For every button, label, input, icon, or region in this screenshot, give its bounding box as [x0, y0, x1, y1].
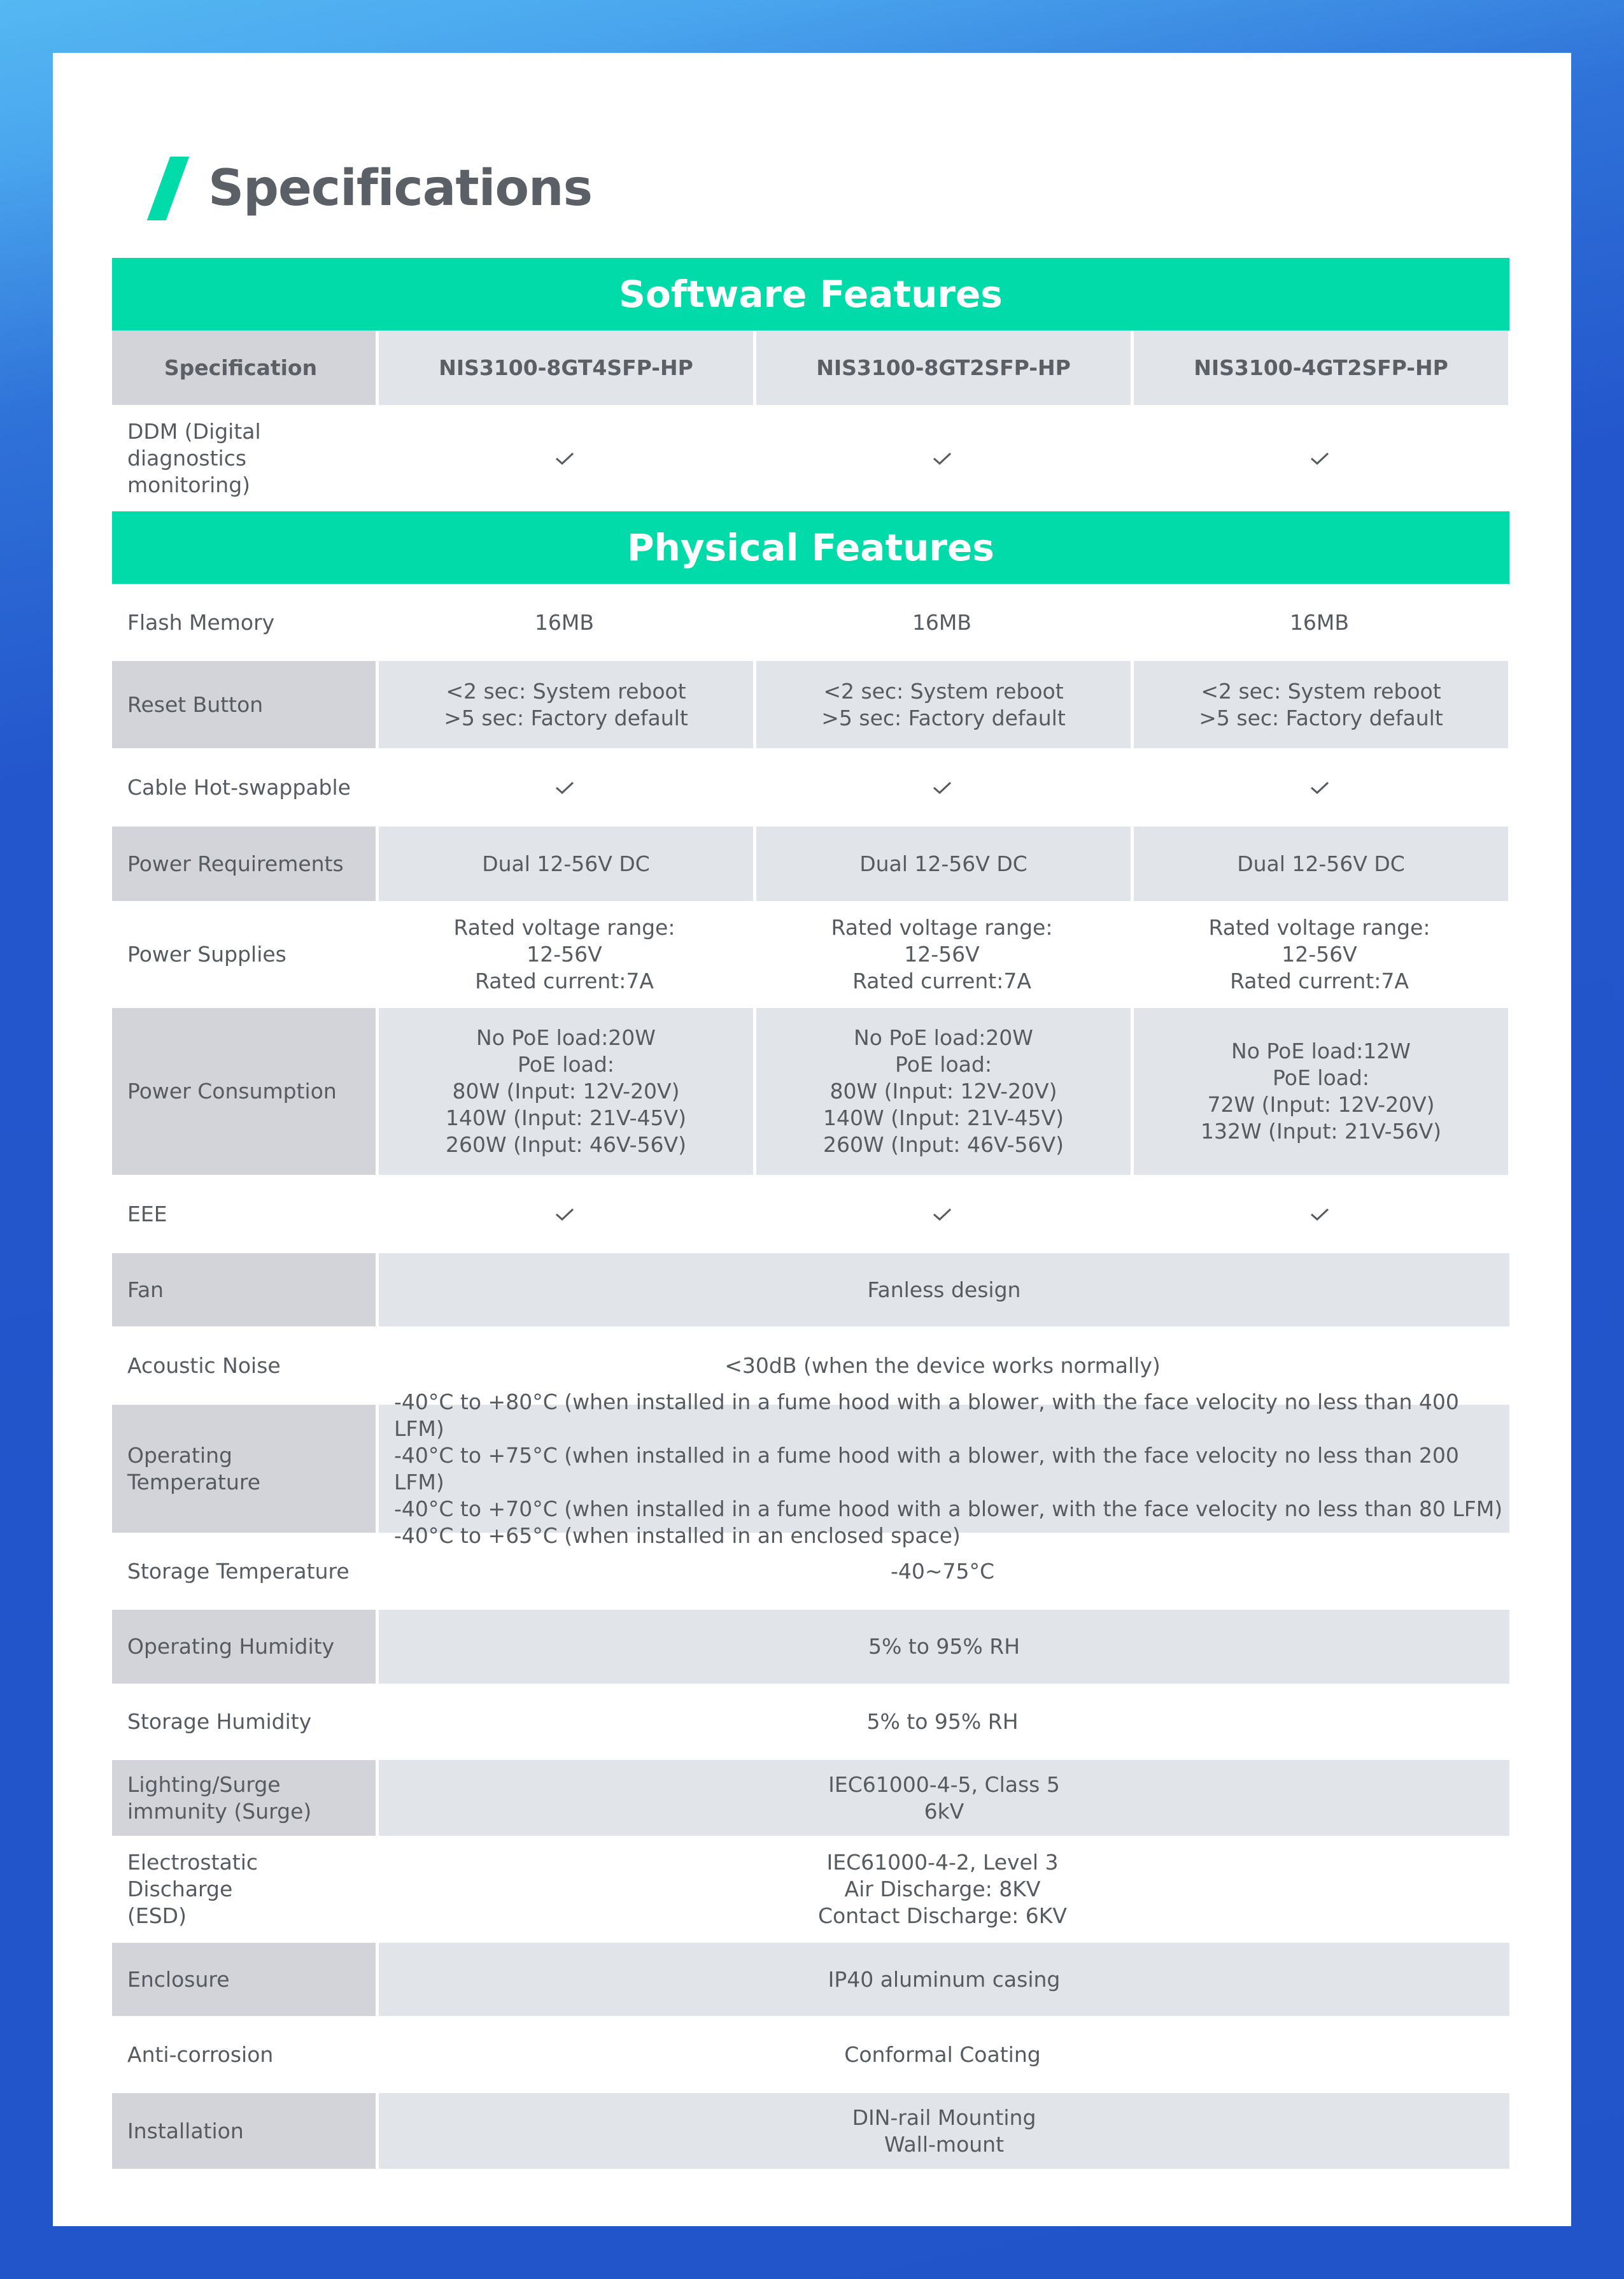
cell-value: Rated voltage range: 12-56V Rated current:7A — [831, 915, 1053, 993]
cell-value: <30dB (when the device works normally) — [724, 1352, 1161, 1378]
table-row-operating-humidity — [112, 1610, 1509, 1684]
table-row-power-consumption — [112, 1008, 1509, 1175]
cell-value: IEC61000-4-5, Class 5 6kV — [376, 1760, 1509, 1836]
row-label: Electrostatic Discharge (ESD) — [127, 1850, 258, 1928]
check-icon — [1131, 748, 1508, 827]
row-label: Storage Temperature — [127, 1558, 350, 1584]
table-row-fan — [112, 1253, 1509, 1326]
check-icon — [376, 748, 753, 827]
check-icon — [376, 405, 753, 511]
cell-value: <2 sec: System reboot >5 sec: Factory default — [376, 661, 753, 748]
heading-accent-slash — [147, 157, 189, 220]
software-features-header: Software Features — [112, 258, 1509, 330]
row-label: EEE — [127, 1201, 167, 1226]
page-title: Specifications — [208, 160, 592, 217]
cell-value: No PoE load:20W PoE load: 80W (Input: 12V-20V) 140W (Input: 21V-45V) 260W (Input: 46V-56V) — [376, 1008, 753, 1175]
col-header-model-1: NIS3100-8GT4SFP-HP — [376, 330, 753, 405]
table-row-storage-temperature — [112, 1533, 1509, 1610]
row-label: Anti-corrosion — [127, 2041, 274, 2067]
table-row-reset-button — [112, 661, 1509, 748]
row-label: Operating Temperature — [112, 1405, 376, 1533]
cell-value: <2 sec: System reboot >5 sec: Factory default — [1131, 661, 1508, 748]
spec-table — [112, 258, 1509, 2169]
table-header-row — [112, 330, 1509, 405]
table-row-esd — [112, 1836, 1509, 1943]
check-icon — [753, 1175, 1131, 1253]
cell-value: Rated voltage range: 12-56V Rated current:7A — [453, 915, 675, 993]
row-label: Cable Hot-swappable — [127, 774, 351, 800]
check-icon — [376, 1175, 753, 1253]
cell-value: Dual 12-56V DC — [753, 827, 1131, 901]
table-row-installation — [112, 2093, 1509, 2169]
col-header-model-2: NIS3100-8GT2SFP-HP — [753, 330, 1131, 405]
cell-value: IP40 aluminum casing — [376, 1943, 1509, 2016]
cell-value: IEC61000-4-2, Level 3 Air Discharge: 8KV Contact Discharge: 6KV — [818, 1850, 1067, 1928]
table-row-enclosure — [112, 1943, 1509, 2016]
check-icon — [1131, 405, 1508, 511]
table-row-eee — [112, 1175, 1509, 1253]
row-label: Power Supplies — [127, 942, 286, 967]
page-heading — [137, 147, 592, 230]
table-row-operating-temperature — [112, 1389, 1509, 1548]
row-label: DDM (Digital diagnostics monitoring) — [127, 418, 261, 497]
physical-features-header: Physical Features — [112, 511, 1509, 584]
table-row-surge-immunity — [112, 1760, 1509, 1836]
cell-value: Conformal Coating — [844, 2041, 1041, 2067]
cell-value: -40°C to +80°C (when installed in a fume hood with a blower, with the face velocity no less than 400 LFM) -40°C to +75°C (when installed in a fume hood with a blower, with the face velocity no less than 200 LFM) -40°C to +70°C (when installed in a fume hood with a blower, with the face velocity no less than 80 LFM) -40°C to +65°C (when installed in an enclosed space) — [376, 1405, 1509, 1533]
table-row-anti-corrosion — [112, 2016, 1509, 2093]
row-label: Power Consumption — [112, 1008, 376, 1175]
cell-value: -40~75°C — [890, 1558, 995, 1584]
table-row-power-supplies — [112, 901, 1509, 1008]
cell-value: 5% to 95% RH — [376, 1610, 1509, 1684]
cell-value: Dual 12-56V DC — [1131, 827, 1508, 901]
row-label: Fan — [112, 1253, 376, 1326]
spec-sheet-page — [53, 53, 1571, 2226]
row-label: Acoustic Noise — [127, 1352, 281, 1378]
col-header-specification: Specification — [112, 330, 376, 405]
table-row-cable-hot-swappable — [112, 748, 1509, 827]
row-label: Installation — [112, 2093, 376, 2169]
table-row-flash-memory — [112, 584, 1509, 661]
cell-value: 16MB — [1289, 609, 1350, 635]
col-header-model-3: NIS3100-4GT2SFP-HP — [1131, 330, 1508, 405]
cell-value: Dual 12-56V DC — [376, 827, 753, 901]
cell-value: No PoE load:20W PoE load: 80W (Input: 12V-20V) 140W (Input: 21V-45V) 260W (Input: 46V-56V) — [753, 1008, 1131, 1175]
table-row-power-requirements — [112, 827, 1509, 901]
cell-value: 5% to 95% RH — [866, 1709, 1019, 1734]
row-label: Reset Button — [112, 661, 376, 748]
row-label: Storage Humidity — [127, 1709, 312, 1734]
table-row-ddm — [112, 405, 1509, 511]
cell-value: Rated voltage range: 12-56V Rated current:7A — [1208, 915, 1430, 993]
check-icon — [1131, 1175, 1508, 1253]
cell-value: No PoE load:12W PoE load: 72W (Input: 12V-20V) 132W (Input: 21V-56V) — [1131, 1008, 1508, 1175]
cell-value: DIN-rail Mounting Wall-mount — [376, 2093, 1509, 2169]
cell-value: <2 sec: System reboot >5 sec: Factory default — [753, 661, 1131, 748]
row-label: Enclosure — [112, 1943, 376, 2016]
row-label: Power Requirements — [112, 827, 376, 901]
table-row-storage-humidity — [112, 1684, 1509, 1760]
cell-value: Fanless design — [376, 1253, 1509, 1326]
cell-value: 16MB — [534, 609, 595, 635]
cell-value: 16MB — [912, 609, 972, 635]
check-icon — [753, 405, 1131, 511]
row-label: Flash Memory — [127, 609, 275, 635]
row-label: Operating Humidity — [112, 1610, 376, 1684]
check-icon — [753, 748, 1131, 827]
row-label: Lighting/Surge immunity (Surge) — [112, 1760, 376, 1836]
